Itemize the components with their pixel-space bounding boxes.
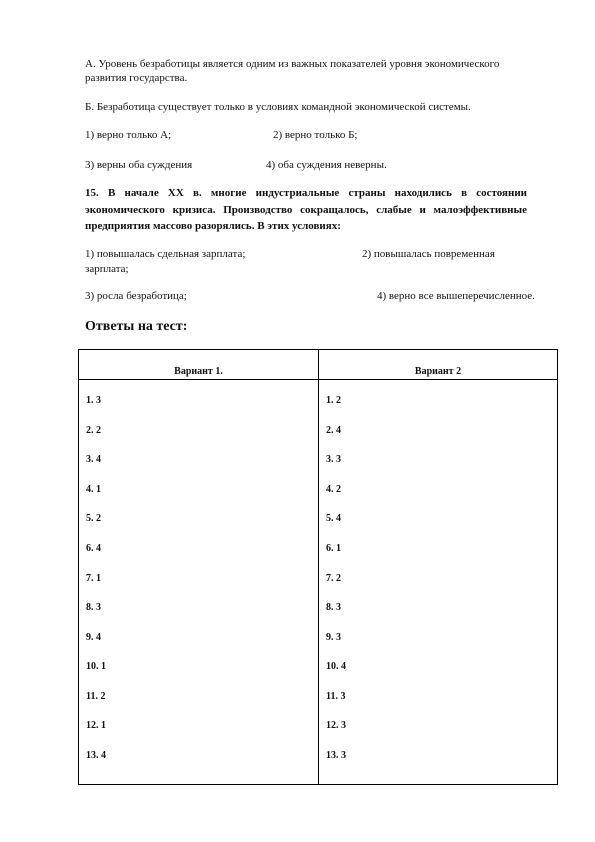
answers-heading: Ответы на тест: [85,319,188,334]
variant2-answer: 8. 3 [326,602,341,613]
answers-table [78,349,558,785]
variant1-answer: 2. 2 [86,425,101,436]
statement-b: Б. Безработица существует только в условиях командной экономической системы. [85,101,471,113]
variant1-answer: 4. 1 [86,484,101,495]
variant2-answer: 3. 3 [326,454,341,465]
variant1-answer: 10. 1 [86,661,106,672]
variant2-answer: 9. 3 [326,632,341,643]
variant2-answer: 12. 3 [326,720,346,731]
variant2-answer: 13. 3 [326,750,346,761]
q14-option-4: 4) оба суждения неверны. [266,159,387,171]
q15-option-4: 4) верно все вышеперечисленное. [377,290,535,302]
q14-option-3: 3) верны оба суждения [85,159,193,171]
variant2-answer: 1. 2 [326,395,341,406]
variant1-answer: 9. 4 [86,632,101,643]
q15-text-line1: 15. В начале XX в. многие индустриальные страны находились в состоянии [85,187,527,199]
variant1-answer: 1. 3 [86,395,101,406]
variant1-answer: 6. 4 [86,543,101,554]
statement-a-line1: А. Уровень безработицы является одним из важных показателей уровня экономического [85,58,500,70]
variant2-answer: 2. 4 [326,425,341,436]
variant1-answer: 12. 1 [86,720,106,731]
variant1-answer: 11. 2 [86,691,106,702]
q15-option-2: 2) повышалась повременная [362,248,495,260]
statement-a-line2: развития государства. [85,72,188,84]
q15-text-line3: предприятия массово разорялись. В этих условиях: [85,220,341,232]
q15-option-3: 3) росла безработица; [85,290,187,302]
variant1-header: Вариант 1. [174,366,223,377]
variant2-answer: 4. 2 [326,484,341,495]
variant1-answer: 8. 3 [86,602,101,613]
q14-option-1: 1) верно только А; [85,129,172,141]
variant2-header: Вариант 2 [414,366,462,377]
q15-option-1: 1) повышалась сдельная зарплата; [85,248,246,260]
variant1-answer: 5. 2 [86,513,101,524]
variant1-column [79,380,319,785]
variant1-answer: 13. 4 [86,750,106,761]
variant2-answer: 10. 4 [326,661,346,672]
variant2-answer: 7. 2 [326,573,341,584]
q15-option-2-cont: зарплата; [85,263,129,275]
variant1-answer: 7. 1 [86,573,101,584]
variant2-answer: 5. 4 [326,513,341,524]
variant2-answer: 11. 3 [326,691,346,702]
variant2-column [319,380,558,785]
q15-text-line2: экономического кризиса. Производство сокращалось, слабые и малоэффективные [85,204,527,216]
answers-header-row [79,350,558,380]
variant1-answer: 3. 4 [86,454,101,465]
variant2-answer: 6. 1 [326,543,341,554]
q14-option-2: 2) верно только Б; [273,129,358,141]
